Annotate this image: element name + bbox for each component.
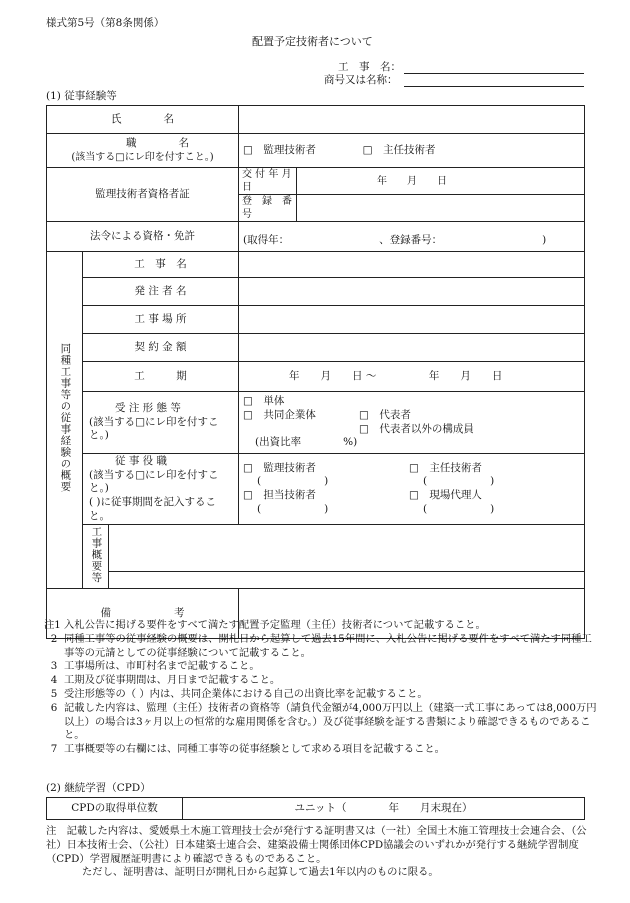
role-period-in-charge[interactable]: ( ) (257, 502, 329, 515)
experience-table (46, 105, 585, 639)
license-field[interactable] (239, 222, 585, 252)
checkbox-single[interactable]: □ 単体 (243, 395, 285, 408)
note-item: 7 工事概要等の右欄には、同種工事等の従事経験として求める項目を記載すること。 (50, 743, 445, 756)
role-note-1: (該当する□にレ印を付すこと。) (89, 468, 219, 495)
position-cell (47, 134, 239, 168)
client-field[interactable] (239, 278, 585, 306)
license-close-paren: ) (542, 234, 547, 247)
note-item: 注1 入札公告に掲げる要件をすべて満たす配置予定監理（主任）技術者について記載すること。 (44, 619, 486, 631)
summary-vertical-cell (83, 525, 109, 589)
order-form-options (239, 392, 585, 454)
role-period-supervising[interactable]: ( ) (257, 475, 329, 488)
footer-note-proviso: ただし、証明書は、証明日が開札日から起算して過去1年以内のものに限る。 (82, 866, 439, 879)
section1-heading: (1) 従事経験等 (46, 90, 117, 102)
name-label: 氏 名 (47, 106, 239, 134)
experience-vertical-cell (47, 252, 83, 589)
name-field[interactable] (239, 106, 585, 134)
summary-field[interactable] (109, 525, 585, 589)
checkbox-chief-engineer[interactable]: □ 主任技術者 (362, 143, 436, 156)
investment-ratio[interactable]: (出資比率 %) (255, 436, 358, 449)
checkbox-member[interactable]: □ 代表者以外の構成員 (359, 422, 474, 435)
position-note: (該当する□にレ印を付すこと。) (71, 151, 214, 163)
license-acquired-year: (取得年： (243, 234, 290, 247)
cert-issue-label: 交 付 年 月 日 (239, 168, 297, 195)
order-form-cell (83, 392, 239, 454)
summary-vertical-label: 工事概要等 (90, 525, 103, 584)
role-cell (83, 454, 239, 525)
role-label: 従 事 役 職 (115, 455, 168, 467)
note-item: 4 工期及び従事期間は、月日まで記載すること。 (50, 674, 281, 687)
checkbox-role-supervising[interactable]: □ 監理技術者 (243, 461, 316, 474)
project-name-label: 工 事 名 (83, 252, 239, 278)
role-note-2: ( )に従事期間を記入すること。 (89, 495, 217, 522)
location-field[interactable] (239, 306, 585, 334)
cpd-table (46, 797, 585, 820)
form-number: 様式第5号（第8条関係） (46, 17, 165, 29)
order-form-label: 受 注 形 態 等 (115, 402, 181, 415)
role-period-chief[interactable]: ( ) (423, 475, 495, 488)
period-field[interactable]: 年 月 日 〜 年 月 日 (239, 362, 585, 392)
checkbox-representative[interactable]: □ 代表者 (359, 408, 411, 421)
remarks-label: 備 考 (47, 589, 239, 639)
contract-amount-label: 契 約 金 額 (83, 334, 239, 362)
cert-number-label: 登 録 番 号 (239, 195, 297, 222)
role-options (239, 454, 585, 525)
license-registration-number: 、登録番号： (379, 234, 443, 247)
footer-note-main: 注 記載した内容は、愛媛県土木施工管理技士会が発行する証明書又は（一社）全国土木施工管理技士会連合会、（公社）日本技術士会、（公社）日本建築士連合会、建築設備士関係団体CPD協議会のいずれかが発行する継続学習制度（CPD）学習履歴証明書により確認できるものであること。 (46, 825, 587, 865)
cpd-label: CPDの取得単位数 (47, 798, 183, 820)
cpd-units-field[interactable]: ユニット（ 年 月末現在） (183, 798, 585, 820)
period-label: 工 期 (83, 362, 239, 392)
company-name-field[interactable] (404, 86, 584, 87)
project-name-field[interactable] (239, 252, 585, 278)
client-label: 発 注 者 名 (83, 278, 239, 306)
checkbox-role-site-agent[interactable]: □ 現場代理人 (409, 489, 482, 502)
license-label: 法令による資格・免許 (47, 222, 239, 252)
company-name-label: 商号又は名称： (324, 74, 398, 86)
cert-date-field[interactable]: 年 月 日 (297, 168, 585, 195)
note-item: 3 工事場所は、市町村名まで記載すること。 (50, 660, 260, 673)
contract-amount-field[interactable] (239, 334, 585, 362)
cert-number-field[interactable] (297, 195, 585, 222)
order-form-note: (該当する□にレ印を付すこと。) (89, 415, 219, 442)
checkbox-role-in-charge[interactable]: □ 担当技術者 (243, 489, 316, 502)
cert-label: 監理技術者資格者証 (47, 168, 239, 222)
location-label: 工 事 場 所 (83, 306, 239, 334)
section2-heading: (2) 継続学習（CPD） (46, 782, 151, 794)
construction-name-field[interactable] (404, 73, 584, 74)
notes-block (44, 619, 600, 757)
footer-notes (46, 825, 602, 880)
note-item: 2 同種工事等の従事経験の概要は、開札日から起算して過去15年間に、入札公告に掲げる要件をすべて満たす同種工事等の元請としての従事経験について記載すること。 (50, 632, 592, 659)
note-item: 6 記載した内容は、監理（主任）技術者の資格等（請負代金額が4,000万円以上（建築一式工事にあっては8,000万円以上）の場合は3ヶ月以上の恒常的な雇用関係を含む。）及び従事経験を証する書類により確認できるものであること。 (50, 701, 597, 742)
checkbox-role-chief[interactable]: □ 主任技術者 (409, 461, 482, 474)
checkbox-supervising-engineer[interactable]: □ 監理技術者 (243, 143, 316, 156)
note-item: 5 受注形態等の（ ）内は、共同企業体における自己の出資比率を記載すること。 (50, 687, 428, 700)
checkbox-jv[interactable]: □ 共同企業体 (243, 408, 316, 421)
experience-vertical-label: 同種工事等の従事経験の概要 (59, 343, 72, 493)
position-label: 職 名 (126, 137, 189, 150)
construction-name-label: 工 事 名： (338, 61, 401, 73)
page-title: 配置予定技術者について (252, 35, 373, 48)
position-options (239, 134, 585, 168)
role-period-site-agent[interactable]: ( ) (423, 502, 495, 515)
